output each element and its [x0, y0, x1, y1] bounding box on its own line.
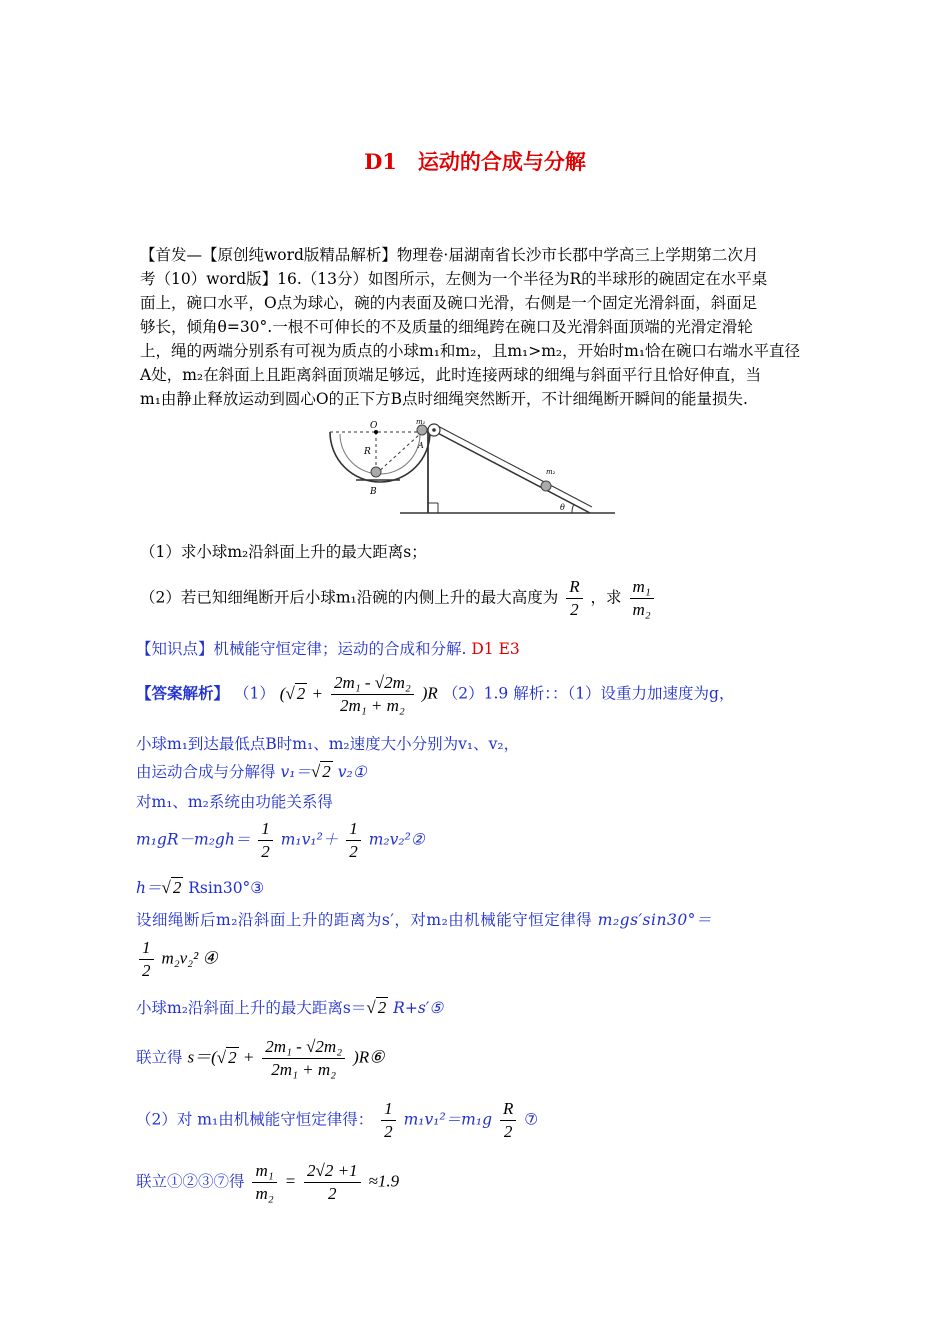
problem-text: [140, 243, 800, 411]
question-1: （1）求小球m₂沿斜面上升的最大距离s；: [140, 543, 427, 561]
fraction-half: $\frac{1}{2}$: [139, 937, 154, 982]
label-b: B: [370, 487, 377, 497]
fraction-m1-over-m2: $\frac{\text{m₁}}{\text{m₂}}$: [252, 1160, 276, 1205]
fraction-half: $\frac{1}{2}$: [346, 818, 361, 863]
answer-summary: 【答案解析】 （1） (√ 2 + $\frac{\text{2m₁ - √2m₂}}{\text{2m₁ + m₂}}$ )R （2）1.9 解析：：（1）设重力加速度为g，: [136, 673, 735, 715]
problem-line: m₁由静止释放运动到圆心O的正下方B点时细绳突然断开，不计细绳断开瞬间的能量损失.: [140, 390, 748, 408]
rope: [434, 424, 592, 507]
problem-line: 上，绳的两端分别系有可视为质点的小球m₁和m₂，且m₁>m₂，开始时m₁恰在碗口右端水平直径: [140, 342, 801, 360]
label-m2: m₂: [546, 468, 556, 476]
fraction-half: $\frac{1}{2}$: [258, 818, 273, 863]
fraction-r-over-2: $\frac{R}{2}$: [500, 1098, 516, 1143]
ball-b: [371, 467, 381, 477]
label-m1: m₁: [416, 418, 426, 426]
page-title: D1 运动的合成与分解: [364, 149, 586, 174]
question-2: （2）若已知细绳断开后小球m₁沿碗的内侧上升的最大高度为 $\frac{R}{2}$ ，求 $\frac{\text{m₁}}{\text{m₂}}$: [140, 576, 657, 621]
knowledge-codes: D1 E3: [471, 640, 520, 658]
label-r: R: [364, 447, 371, 457]
physics-figure: [320, 418, 620, 518]
solution-line: 联立得 s＝(√ 2 + $\frac{\text{2m₁ - √2m₂}}{\text{2m₁ + m₂}}$ )R⑥: [136, 1037, 385, 1079]
solution-line: 联立①②③⑦得 $\frac{\text{m₁}}{\text{m₂}}$ = $\frac{2√2 +1}{2}$ ≈1.9: [136, 1161, 400, 1203]
angle-arc: [572, 504, 574, 513]
problem-line: 考（10）word版】16.（13分）如图所示，左侧为一个半径为R的半球形的碗固定在水平桌: [140, 270, 768, 288]
solution-line: m₁gR－m₂gh＝ $\frac{1}{2}$ m₁v₁²＋ $\frac{1}{2}$ m₂v₂²②: [136, 819, 425, 861]
solution-line: 设细绳断后m₂沿斜面上升的距离为s′，对m₂由机械能守恒定律得 m₂gs′sin30°＝: [136, 911, 712, 929]
problem-line: 【首发—【原创纯word版精品解析】物理卷·届湖南省长沙市长郡中学高三上学期第二次月: [140, 246, 759, 264]
solution-line: 小球m₁到达最低点B时m₁、m₂速度大小分别为v₁、v₂，: [136, 735, 520, 753]
label-theta: θ: [560, 503, 565, 512]
problem-line: 面上，碗口水平，O点为球心，碗的内表面及碗口光滑，右侧是一个固定光滑斜面，斜面足: [140, 294, 758, 312]
ball-m1: [417, 425, 427, 435]
question-2-text: （2）若已知细绳断开后小球m₁沿碗的内侧上升的最大高度为: [140, 588, 559, 607]
bowl-inner: [340, 434, 420, 474]
answer-fraction: $\frac{\text{2m₁ - √2m₂}}{\text{2m₁ + m₂}}$: [331, 672, 414, 717]
problem-line: 够长，倾角θ=30°.一根不可伸长的不及质量的细绳跨在碗口及光滑斜面顶端的光滑定滑轮: [140, 318, 753, 336]
knowledge-point: 【知识点】机械能守恒定律；运动的合成和分解. D1 E3: [136, 640, 520, 658]
fraction-half: $\frac{1}{2}$: [381, 1098, 396, 1143]
answer-fraction: $\frac{\text{2m₁ - √2m₂}}{\text{2m₁ + m₂}}$: [262, 1036, 345, 1081]
ball-m2: [541, 481, 551, 491]
solution-line: 由运动合成与分解得 v₁＝√ 2 v₂①: [136, 762, 367, 781]
solution-line: $\frac{1}{2}$ m₂v₂² ④: [136, 937, 218, 982]
solution-line: 小球m₂沿斜面上升的最大距离s＝√ 2 R+s′⑤: [136, 998, 444, 1017]
fraction-r-over-2: $\frac{R}{2}$: [566, 576, 582, 621]
final-fraction: $\frac{2√2 +1}{2}$: [304, 1160, 361, 1205]
incline: [428, 428, 590, 513]
label-a: A: [418, 441, 424, 450]
fraction-m1-over-m2: $\frac{\text{m₁}}{\text{m₂}}$: [630, 576, 654, 621]
solution-line: h＝√ 2 Rsin30°③: [136, 878, 265, 897]
solution-line: （2）对 m₁由机械能守恒定律得： $\frac{1}{2}$ m₁v₁²＝m₁g $\frac{R}{2}$ ⑦: [136, 1099, 539, 1141]
solution-line: 对m₁、m₂系统由功能关系得: [136, 793, 333, 811]
problem-line: A处，m₂在斜面上且距离斜面顶端足够远，此时连接两球的细绳与斜面平行且恰好伸直，当: [140, 366, 762, 384]
label-o: O: [370, 421, 378, 431]
radius-diagonal: [376, 434, 420, 474]
